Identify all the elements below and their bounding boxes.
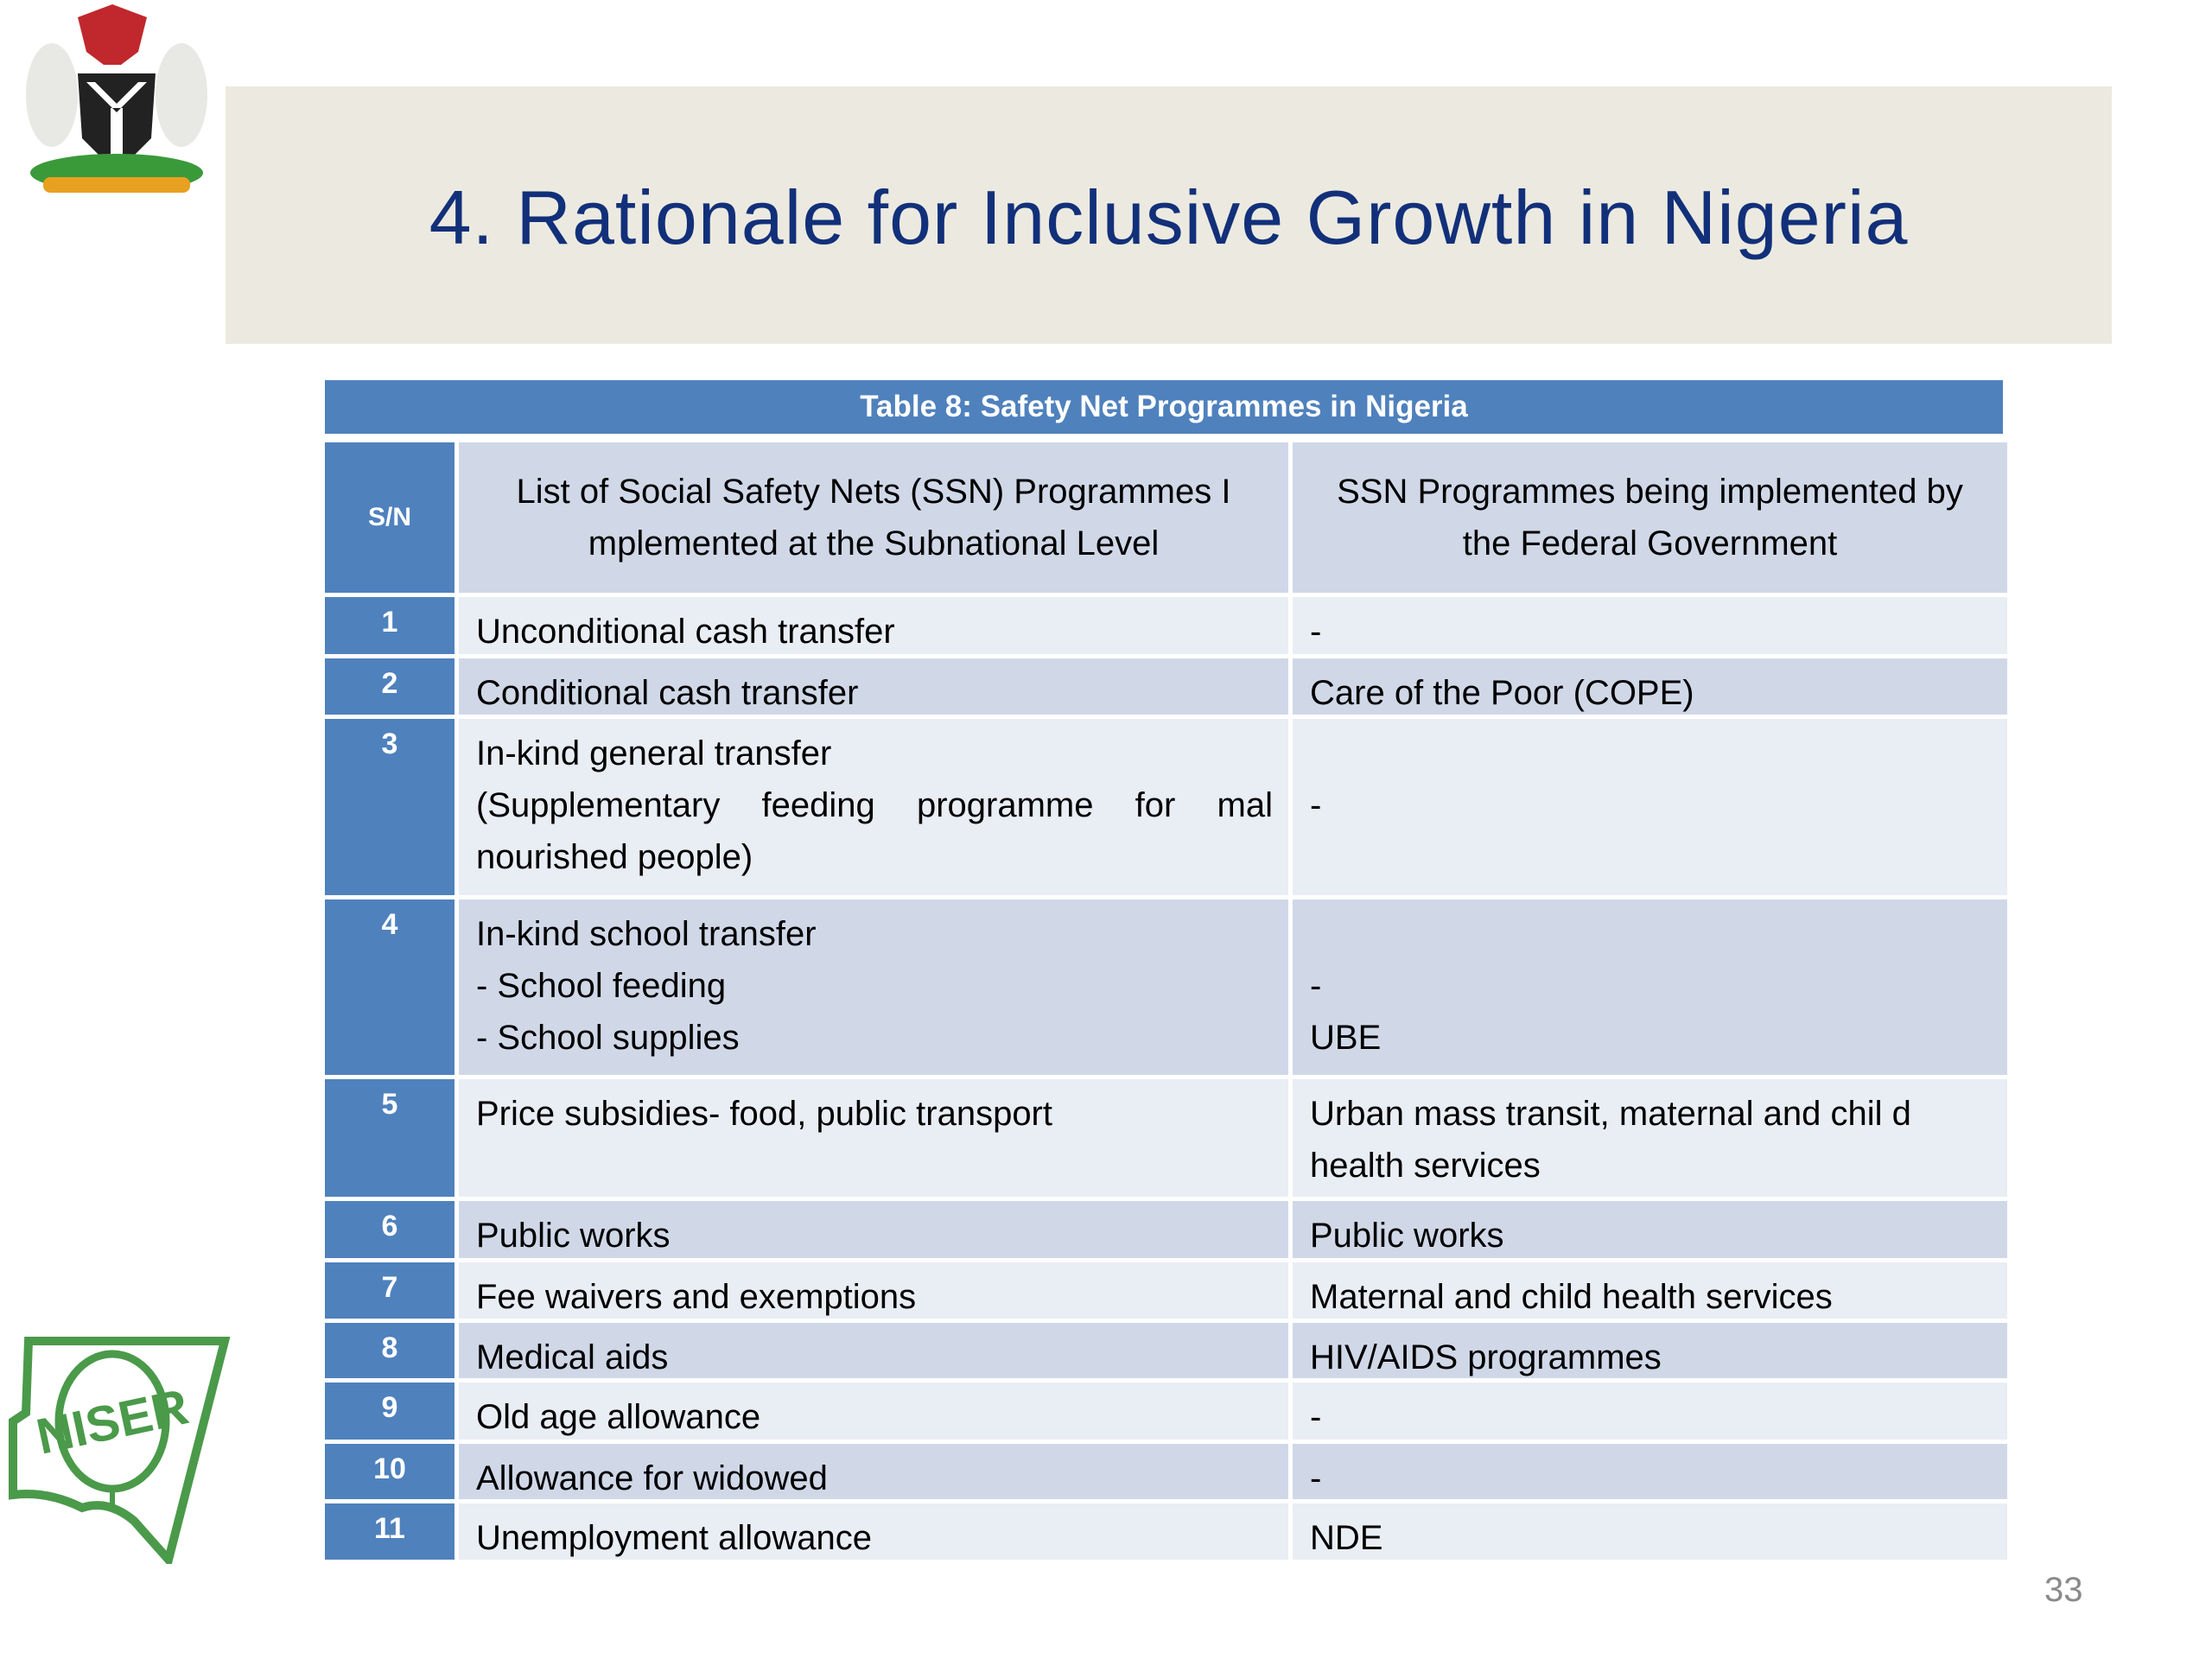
row-federal: NDE — [1293, 1503, 2007, 1560]
header-sn: S/N — [325, 442, 454, 593]
row-sn: 11 — [325, 1503, 454, 1560]
row-sn: 8 — [325, 1323, 454, 1378]
safety-net-table — [325, 442, 2003, 1560]
row-federal: - — [1293, 1382, 2007, 1440]
row-subnational: Public works — [459, 1201, 1288, 1258]
header-federal: SSN Programmes being implemented by the Federal Government — [1293, 442, 2007, 593]
row-subnational: Unemployment allowance — [459, 1503, 1288, 1560]
row-subnational: Old age allowance — [459, 1382, 1288, 1440]
row-sn: 10 — [325, 1444, 454, 1499]
row-federal: Public works — [1293, 1201, 2007, 1258]
row-sn: 5 — [325, 1079, 454, 1197]
row-sn: 7 — [325, 1262, 454, 1319]
page-number: 33 — [2044, 1571, 2083, 1609]
row-sn: 9 — [325, 1382, 454, 1440]
table-caption: Table 8: Safety Net Programmes in Nigeria — [325, 380, 2003, 434]
row-sn: 2 — [325, 658, 454, 715]
row-federal: - — [1293, 597, 2007, 654]
title-band — [226, 86, 2112, 344]
row-sn: 4 — [325, 899, 454, 1075]
svg-text:NISER: NISER — [31, 1378, 194, 1465]
row-federal: Urban mass transit, maternal and chil d health services — [1293, 1079, 2007, 1197]
row-subnational: Medical aids — [459, 1323, 1288, 1378]
row-subnational: Unconditional cash transfer — [459, 597, 1288, 654]
row-sn: 1 — [325, 597, 454, 654]
row-subnational: In-kind school transfer - School feeding - School supplies — [459, 899, 1288, 1075]
row-federal: - — [1293, 719, 2007, 895]
row-subnational: Price subsidies- food, public transport — [459, 1079, 1288, 1197]
row-sn: 6 — [325, 1201, 454, 1258]
row-federal: Care of the Poor (COPE) — [1293, 658, 2007, 715]
row-sn: 3 — [325, 719, 454, 895]
row-subnational: In-kind general transfer (Supplementary feeding programme for mal nourished people) — [459, 719, 1288, 895]
slide-title: 4. Rationale for Inclusive Growth in Nigeria — [429, 175, 1909, 260]
row-federal: Maternal and child health services — [1293, 1262, 2007, 1319]
row-subnational: Allowance for widowed — [459, 1444, 1288, 1499]
niser-logo — [4, 1313, 255, 1564]
row-federal: - — [1293, 1444, 2007, 1499]
row-federal: HIV/AIDS programmes — [1293, 1323, 2007, 1378]
row-subnational: Fee waivers and exemptions — [459, 1262, 1288, 1319]
header-subnational: List of Social Safety Nets (SSN) Programmes I mplemented at the Subnational Level — [459, 442, 1288, 593]
row-federal: - UBE — [1293, 899, 2007, 1075]
row-subnational: Conditional cash transfer — [459, 658, 1288, 715]
coat-of-arms-logo — [0, 0, 233, 207]
